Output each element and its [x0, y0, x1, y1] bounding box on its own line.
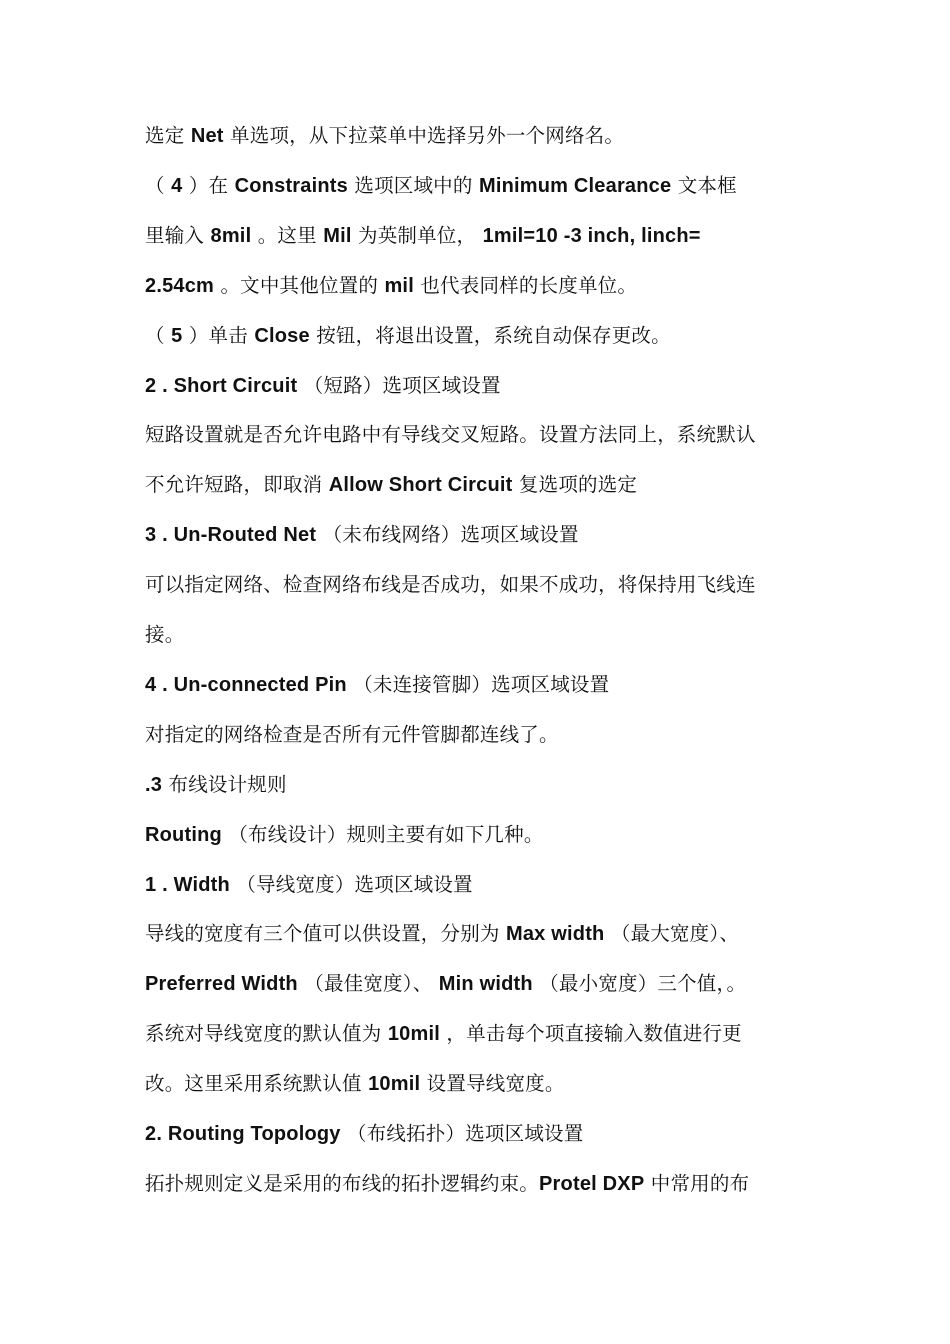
- text-line: [145, 123, 815, 149]
- body-text: 选项区域中的: [347, 173, 479, 197]
- bold-term: .3: [145, 773, 163, 796]
- text-line: [145, 1171, 815, 1197]
- bold-term: Max width: [506, 923, 605, 946]
- text-line: [145, 672, 815, 698]
- text-line: [145, 872, 815, 898]
- bold-term: 1 . Width: [145, 873, 230, 896]
- bold-term: Min width: [438, 973, 533, 996]
- body-text: 短路设置就是否允许电路中有导线交叉短路。设置方法同上，系统默认: [145, 423, 756, 447]
- bold-term: 5: [171, 324, 183, 347]
- text-line: [145, 223, 815, 249]
- text-line: [145, 373, 815, 399]
- body-text: 也代表同样的长度单位。: [413, 273, 638, 297]
- body-text: 里输入: [145, 223, 211, 247]
- body-text: （: [145, 173, 172, 197]
- body-text: 复选项的选定: [512, 473, 638, 497]
- body-text: （未连接管脚）选项区域设置: [346, 672, 610, 696]
- body-text: （最大宽度）、: [604, 922, 740, 946]
- text-line: [145, 173, 815, 199]
- text-line: [145, 971, 815, 997]
- bold-term: Close: [254, 324, 310, 347]
- text-line: [145, 522, 815, 548]
- text-line: [145, 323, 815, 349]
- body-text: （未布线网络）选项区域设置: [316, 523, 579, 547]
- body-text: 不允许短路，即取消: [145, 473, 329, 497]
- bold-term: Allow Short Circuit: [328, 474, 513, 497]
- text-line: [145, 572, 815, 598]
- bold-term: Protel DXP: [539, 1172, 645, 1195]
- body-text: （布线拓扑）选项区域设置: [340, 1122, 584, 1145]
- bold-term: 2 . Short Circuit: [145, 374, 298, 397]
- body-text: 布线设计规则: [162, 772, 287, 796]
- text-line: [145, 722, 815, 748]
- body-text: （短路）选项区域设置: [297, 373, 501, 397]
- body-text: ）在: [182, 173, 235, 197]
- bold-term: Constraints: [234, 174, 348, 197]
- body-text: ）单击: [182, 323, 255, 347]
- body-text: 导线的宽度有三个值可以供设置，分别为: [145, 922, 506, 946]
- text-line: [145, 1071, 815, 1097]
- bold-term: 8mil: [210, 224, 252, 247]
- text-line: [145, 772, 815, 798]
- body-text: 。文中其他位置的: [214, 273, 385, 297]
- bold-term: Routing: [145, 823, 222, 846]
- bold-term: 2.54cm: [145, 274, 215, 297]
- text-line: [145, 622, 815, 648]
- bold-term: Preferred Width: [145, 973, 298, 996]
- body-text: 设置导线宽度。: [420, 1072, 565, 1096]
- text-line: [145, 822, 815, 848]
- body-text: （: [145, 323, 172, 347]
- bold-term: 4: [171, 174, 183, 197]
- body-text: 系统对导线宽度的默认值为: [145, 1022, 388, 1046]
- body-text: 。这里: [251, 223, 324, 247]
- bold-term: Mil: [323, 224, 352, 247]
- body-text: 对指定的网络检查是否所有元件管脚都连线了。: [145, 722, 559, 746]
- bold-term: 10mil: [368, 1073, 421, 1096]
- body-text: （导线宽度）选项区域设置: [229, 872, 473, 896]
- text-line: [145, 1121, 815, 1147]
- text-line: [145, 472, 815, 498]
- body-text: 拓扑规则定义是采用的布线的拓扑逻辑约束。: [145, 1171, 540, 1195]
- text-line: [145, 1021, 815, 1047]
- body-text: 可以指定网络、检查网络布线是否成功，如果不成功，将保持用飞线连: [145, 573, 756, 597]
- body-text: （布线设计）规则主要有如下几种。: [221, 822, 544, 846]
- bold-term: 1mil=10 -3 inch, linch=: [482, 224, 701, 247]
- body-text: （最佳宽度）、: [297, 972, 439, 996]
- body-text: 选定: [145, 124, 191, 147]
- text-line: [145, 422, 815, 448]
- text-line: [145, 273, 815, 299]
- bold-term: 3 . Un-Routed Net: [145, 524, 317, 547]
- body-text: （最小宽度）三个值，。: [532, 972, 747, 996]
- body-text: 接。: [145, 623, 185, 646]
- body-text: 为英制单位，: [351, 223, 483, 247]
- bold-term: 4 . Un-connected Pin: [145, 673, 347, 696]
- bold-term: mil: [384, 274, 414, 297]
- body-text: 单选项，从下拉菜单中选择另外一个网络名。: [223, 124, 625, 147]
- body-text: ，单击每个项直接输入数值进行更: [439, 1022, 742, 1046]
- body-text: 中常用的布: [644, 1171, 750, 1195]
- body-text: 改。这里采用系统默认值: [145, 1072, 369, 1096]
- bold-term: Minimum Clearance: [478, 174, 672, 197]
- body-text: 按钮，将退出设置，系统自动保存更改。: [309, 323, 671, 347]
- text-line: [145, 921, 815, 947]
- bold-term: 10mil: [387, 1023, 440, 1046]
- body-text: 文本框: [671, 173, 737, 197]
- bold-term: 2. Routing Topology: [145, 1123, 341, 1145]
- bold-term: Net: [190, 125, 224, 147]
